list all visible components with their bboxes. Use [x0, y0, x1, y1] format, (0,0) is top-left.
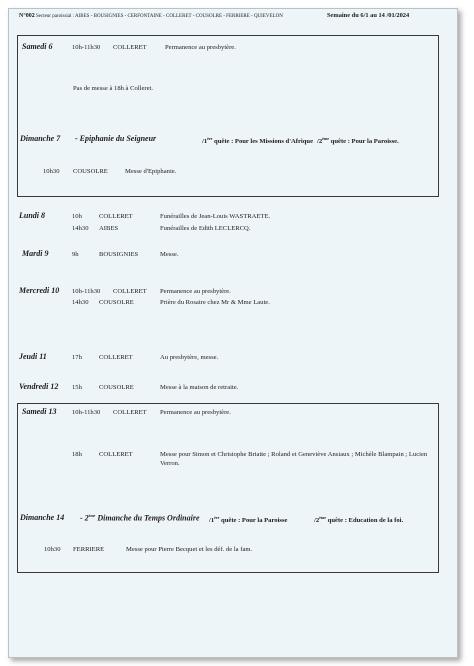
time: 9h [72, 251, 79, 258]
collection-2: /2ème quête : Pour la Paroisse. [317, 136, 399, 146]
place: FERRIERE [73, 546, 105, 553]
bulletin-page [8, 8, 458, 658]
time: 10h30 [44, 546, 61, 553]
feast-name: - Epiphanie du Seigneur [75, 134, 157, 143]
time: 14h30 [72, 225, 89, 232]
time: 18h [72, 451, 82, 458]
note-no-mass: Pas de messe à 18h à Colleret. [73, 85, 154, 92]
day-dimanche-14: Dimanche 14 [20, 513, 65, 522]
time: 10h-11h30 [72, 288, 101, 295]
description: Messe d'Epiphanie. [125, 168, 177, 175]
day-mardi-9: Mardi 9 [22, 249, 49, 258]
description: Permanence au presbytère. [160, 409, 231, 416]
day-lundi-8: Lundi 8 [19, 211, 46, 220]
collection-1: /1ère quête : Pour la Paroisse [209, 515, 288, 525]
description: Messe. [160, 251, 179, 258]
time: 17h [72, 354, 82, 361]
time: 14h30 [72, 299, 89, 306]
bulletin-number: N°002 [19, 13, 35, 19]
place: COLLERET [113, 409, 147, 416]
description: Funérailles de Edith LECLERCQ. [160, 225, 251, 232]
place: COLLERET [113, 288, 147, 295]
description: Messe à la maison de retraite. [160, 384, 239, 391]
description: Au presbytère, messe. [160, 354, 219, 361]
place: COLLERET [99, 451, 133, 458]
feast-name: - 2ème Dimanche du Temps Ordinaire [80, 513, 200, 523]
place: AIBES [99, 225, 119, 232]
bulletin-header [19, 13, 283, 19]
day-vendredi-12: Vendredi 12 [19, 382, 59, 391]
day-samedi-6: Samedi 6 [22, 42, 53, 51]
description: Messe pour Simon et Christophe Briatte ; Roland et Geneviève Ansiaux ; Michèle Blampain ; Lucien Verron. [160, 451, 428, 467]
place: BOUSIGNIES [99, 251, 139, 258]
time: 10h30 [43, 168, 60, 175]
place: COUSOLRE [99, 299, 134, 306]
place: COLLERET [99, 213, 133, 220]
day-mercredi-10: Mercredi 10 [19, 286, 60, 295]
place: COLLERET [99, 354, 133, 361]
day-samedi-13: Samedi 13 [22, 407, 57, 416]
sector-label: Secteur paroissial : [35, 14, 75, 19]
place: COLLERET [113, 44, 147, 51]
description: Prière du Rosaire chez Mr & Mme Laute. [160, 299, 270, 306]
time: 10h [72, 213, 82, 220]
day-jeudi-11: Jeudi 11 [19, 352, 47, 361]
description: Funérailles de Jean-Louis WASTRAETE. [160, 213, 271, 220]
description: Messe pour Pierre Becquet et les déf. de la fam. [126, 546, 253, 553]
place: COUSOLRE [99, 384, 134, 391]
collection-2: /2ème quête : Education de la foi. [314, 515, 404, 525]
time: 10h-11h30 [72, 44, 101, 51]
parish-list: AIBES - BOUSIGNIES - CERFONTAINE - COLLERET - COUSOLRE - FERRIERE - QUIEVELON [75, 14, 283, 19]
place: COUSOLRE [73, 168, 108, 175]
time: 10h-11h30 [72, 409, 101, 416]
description: Permanence au presbytère. [160, 288, 231, 295]
time: 15h [72, 384, 82, 391]
day-dimanche-7: Dimanche 7 [20, 134, 61, 143]
collection-1: /1ère quête : Pour les Missions d'Afrique [202, 136, 314, 146]
description: Permanence au presbytère. [165, 44, 236, 51]
week-range: Semaine du 6/1 au 14 /01/2024 [327, 12, 410, 19]
